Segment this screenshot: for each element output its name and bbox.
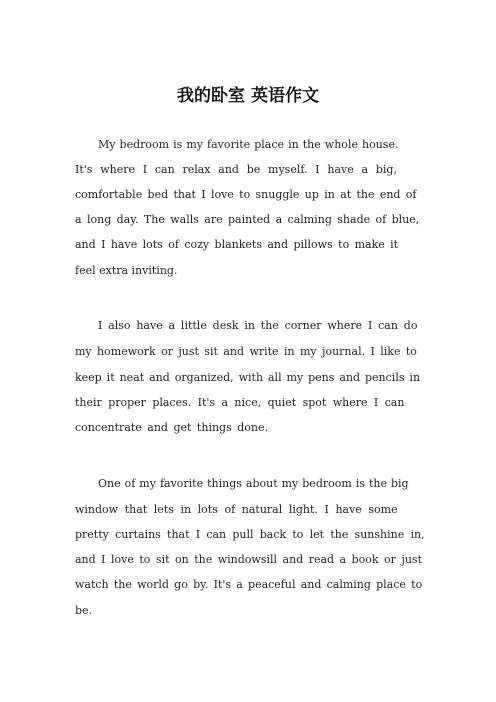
paragraph-1-line-4: a long day. The walls are painted a calming shade of blue, xyxy=(75,213,420,226)
paragraph-2-line-5: concentrate and get things done. xyxy=(75,421,268,434)
paragraph-1-line-1: My bedroom is my favorite place in the whole house. xyxy=(98,138,399,151)
paragraph-2-line-2: my homework or just sit and write in my journal. I like to xyxy=(75,345,417,358)
paragraph-3-line-1: One of my favorite things about my bedroom is the big xyxy=(98,477,409,490)
paragraph-2-line-3: keep it neat and organized, with all my pens and pencils in xyxy=(75,371,421,384)
paragraph-1-line-2: It's where I can relax and be myself. I have a big, xyxy=(75,163,397,176)
paragraph-3-line-6: be. xyxy=(75,604,93,617)
paragraph-2-line-1: I also have a little desk in the corner where I can do xyxy=(98,319,418,332)
paragraph-1-line-3: comfortable bed that I love to snuggle up in at the end of xyxy=(75,188,417,201)
paragraph-3-line-2: window that lets in lots of natural light. I have some xyxy=(75,503,398,516)
document-title: 我的卧室 英语作文 xyxy=(177,86,319,106)
paragraph-3-line-5: watch the world go by. It's a peaceful and calming place to xyxy=(75,578,423,591)
paragraph-1-line-6: feel extra inviting. xyxy=(75,264,178,277)
paragraph-3-line-4: and I love to sit on the windowsill and read a book or just xyxy=(75,553,422,566)
paragraph-2-line-4: their proper places. It's a nice, quiet spot where I can xyxy=(75,396,405,409)
paragraph-3-line-3: pretty curtains that I can pull back to let the sunshine in, xyxy=(75,528,425,541)
paragraph-1-line-5: and I have lots of cozy blankets and pillows to make it xyxy=(75,238,399,251)
